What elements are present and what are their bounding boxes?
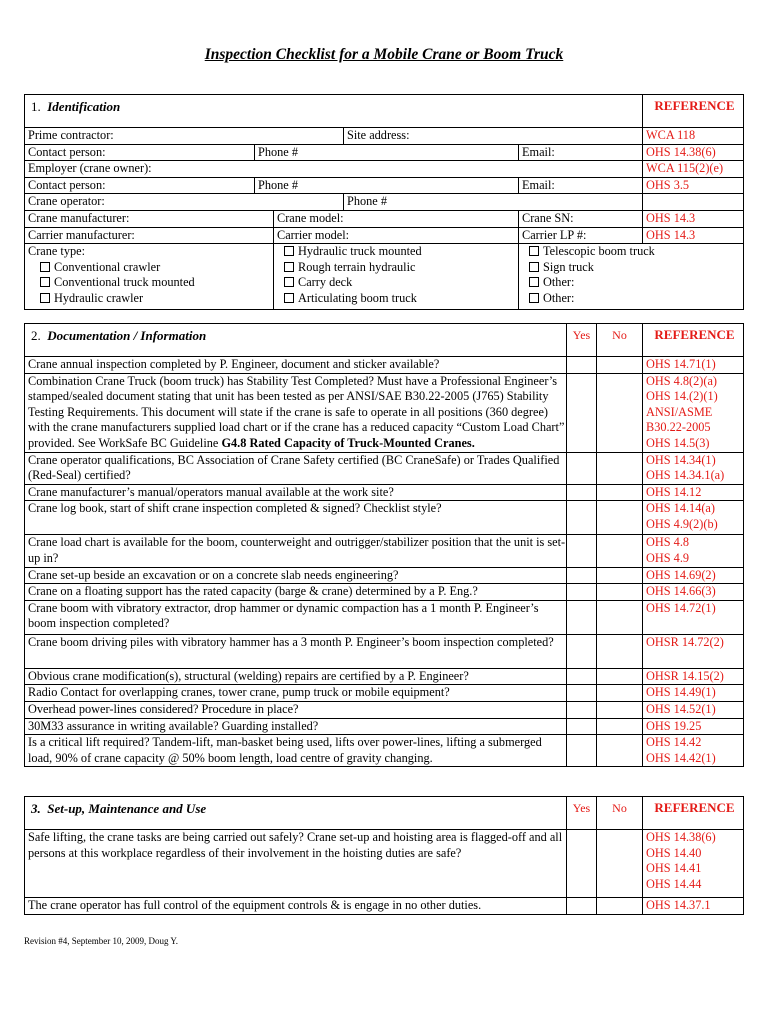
yes-checkbox-cell[interactable] (567, 567, 597, 584)
yes-header: Yes (567, 324, 597, 357)
no-header: No (597, 324, 643, 357)
reference-code: OHS 14.38(6) (646, 830, 716, 844)
document-title: Inspection Checklist for a Mobile Crane or Boom Truck (204, 46, 564, 63)
no-checkbox-cell[interactable] (597, 584, 643, 601)
guideline-reference: G4.8 Rated Capacity of Truck-Mounted Cranes. (221, 435, 475, 450)
reference-code: OHS 14.72(1) (646, 600, 716, 615)
checkbox-icon (529, 293, 539, 303)
yes-checkbox-cell[interactable] (567, 373, 597, 452)
checkbox-conventional-crawler[interactable]: Conventional crawler (28, 260, 273, 276)
section-3-heading: 3. Set-up, Maintenance and Use (25, 797, 567, 830)
question-text: Crane annual inspection completed by P. Engineer, document and sticker available? (25, 357, 567, 374)
crane-type-col-3 (519, 244, 744, 310)
documentation-row (25, 600, 744, 634)
reference-code: OHS 4.9(2)(b) (646, 516, 718, 531)
no-checkbox-cell[interactable] (597, 830, 643, 898)
setup-row (25, 898, 744, 915)
reference-code: OHS 14.66(3) (646, 584, 716, 599)
ref-wca-115: WCA 115(2)(e) (643, 161, 744, 178)
no-checkbox-cell[interactable] (597, 373, 643, 452)
reference-code: OHS 14.40 (646, 845, 702, 860)
contact-person-label: Contact person: (25, 144, 255, 161)
question-text: Crane log book, start of shift crane inspection completed & signed? Checklist style? (25, 501, 567, 535)
documentation-row (25, 501, 744, 535)
employer-label: Employer (crane owner): (25, 161, 643, 178)
checkbox-icon (284, 277, 294, 287)
section-2-heading: 2. Documentation / Information (25, 324, 567, 357)
reference-code: OHS 14.14(a) (646, 501, 715, 516)
no-checkbox-cell[interactable] (597, 501, 643, 535)
reference-cell (643, 898, 744, 915)
question-text: Crane on a floating support has the rated capacity (barge & crane) determined by a P. Eng.? (25, 584, 567, 601)
question-text: Crane manufacturer’s manual/operators manual available at the work site? (25, 484, 567, 501)
reference-header: REFERENCE (643, 95, 744, 128)
setup-row (25, 830, 744, 898)
question-text: Crane load chart is available for the boom, counterweight and outrigger/stabilizer position that the unit is set-up in? (25, 535, 567, 567)
reference-cell (643, 668, 744, 685)
reference-code: OHS 14.34(1) (646, 452, 716, 467)
no-checkbox-cell[interactable] (597, 898, 643, 915)
reference-cell (643, 735, 744, 767)
contact-person-label-2: Contact person: (25, 177, 255, 194)
documentation-row (25, 685, 744, 702)
yes-checkbox-cell[interactable] (567, 535, 597, 567)
documentation-row (25, 535, 744, 567)
ref-ohs-3-5: OHS 3.5 (643, 177, 744, 194)
email-label: Email: (519, 144, 643, 161)
crane-operator-label: Crane operator: (25, 194, 344, 211)
documentation-row (25, 668, 744, 685)
reference-code: OHS 14.42 (646, 735, 702, 750)
checkbox-icon (40, 293, 50, 303)
no-checkbox-cell[interactable] (597, 668, 643, 685)
yes-header-3: Yes (567, 797, 597, 830)
checkbox-hydraulic-crawler[interactable]: Hydraulic crawler (28, 291, 273, 307)
checkbox-icon (284, 293, 294, 303)
checkbox-hydraulic-truck-mounted[interactable]: Hydraulic truck mounted (284, 244, 518, 260)
checkbox-conventional-truck-mounted[interactable]: Conventional truck mounted (28, 275, 273, 291)
no-checkbox-cell[interactable] (597, 484, 643, 501)
checkbox-icon (529, 246, 539, 256)
yes-checkbox-cell[interactable] (567, 357, 597, 374)
reference-code: OHS 14.(2)(1) (646, 389, 718, 404)
phone-label-2: Phone # (255, 177, 519, 194)
reference-code: OHS 4.9 (646, 550, 690, 565)
question-text: Combination Crane Truck (boom truck) has Stability Test Completed? Must have a Professional Engineer’s stamped/sealed document stating that unit has been tested as per ANSI/SAE B30.22-2005 (J765) Stability Testing Requirements. This document will state if the crane is safe to operate in all positions (360 degree) with the crane manufacturers supplied load chart or if the crane has a reduced capacity “Custom Load Chart” provided. See WorkSafe BC Guideline G4.8 Rated Capacity of Truck-Mounted Cranes. (25, 373, 567, 452)
checkbox-icon (529, 262, 539, 272)
no-header-3: No (597, 797, 643, 830)
reference-cell (643, 484, 744, 501)
yes-checkbox-cell[interactable] (567, 600, 597, 634)
checkbox-sign-truck[interactable]: Sign truck (529, 260, 743, 276)
ref-blank-1 (643, 194, 744, 211)
question-text: Crane boom driving piles with vibratory hammer has a 3 month P. Engineer’s boom inspection completed? (25, 634, 567, 668)
reference-code: ANSI/ASME (646, 404, 713, 419)
checkbox-icon (40, 262, 50, 272)
reference-cell (643, 718, 744, 735)
no-checkbox-cell[interactable] (597, 718, 643, 735)
reference-code: OHS 14.52(1) (646, 701, 716, 716)
reference-cell (643, 567, 744, 584)
documentation-row (25, 735, 744, 767)
no-checkbox-cell[interactable] (597, 685, 643, 702)
question-text: Overhead power-lines considered? Procedure in place? (25, 701, 567, 718)
reference-cell (643, 452, 744, 484)
yes-checkbox-cell[interactable] (567, 898, 597, 915)
question-text: The crane operator has full control of the equipment controls & is engage in no other duties. (25, 898, 567, 915)
no-checkbox-cell[interactable] (597, 357, 643, 374)
documentation-row (25, 373, 744, 452)
reference-cell (643, 501, 744, 535)
reference-code: OHS 19.25 (646, 718, 702, 733)
no-checkbox-cell[interactable] (597, 567, 643, 584)
checkbox-other-1[interactable]: Other: (529, 275, 743, 291)
documentation-row (25, 634, 744, 668)
question-text: Radio Contact for overlapping cranes, tower crane, pump truck or mobile equipment? (25, 685, 567, 702)
checkbox-carry-deck[interactable]: Carry deck (284, 275, 518, 291)
documentation-row (25, 357, 744, 374)
yes-checkbox-cell[interactable] (567, 584, 597, 601)
reference-cell (643, 373, 744, 452)
reference-cell (643, 685, 744, 702)
question-text: Crane set-up beside an excavation or on a concrete slab needs engineering? (25, 567, 567, 584)
checkbox-telescopic-boom-truck[interactable]: Telescopic boom truck (529, 244, 743, 260)
reference-cell (643, 830, 744, 898)
reference-code: OHS 4.8(2)(a) (646, 373, 718, 388)
checkbox-icon (529, 277, 539, 287)
reference-cell (643, 584, 744, 601)
ref-wca-118: WCA 118 (643, 128, 744, 145)
checkbox-rough-terrain-hydraulic[interactable]: Rough terrain hydraulic (284, 260, 518, 276)
reference-cell (643, 535, 744, 567)
question-text: Safe lifting, the crane tasks are being carried out safely? Crane set-up and hoisting area is flagged-off and all persons at this workplace regardless of their involvement in the hoisting duties are safe? (25, 830, 567, 898)
reference-code: OHS 14.12 (646, 484, 702, 499)
crane-type-col-2 (274, 244, 519, 310)
yes-checkbox-cell[interactable] (567, 668, 597, 685)
carrier-manufacturer-label: Carrier manufacturer: (25, 227, 274, 244)
identification-table (24, 94, 744, 310)
setup-table (24, 796, 744, 915)
reference-cell (643, 634, 744, 668)
documentation-row (25, 567, 744, 584)
yes-checkbox-cell[interactable] (567, 452, 597, 484)
reference-cell (643, 701, 744, 718)
reference-code: OHSR 14.72(2) (646, 634, 724, 649)
documentation-row (25, 452, 744, 484)
no-checkbox-cell[interactable] (597, 701, 643, 718)
phone-label: Phone # (255, 144, 519, 161)
question-text: Obvious crane modification(s), structural (welding) repairs are certified by a P. Engineer? (25, 668, 567, 685)
ref-ohs-14-3-b: OHS 14.3 (643, 227, 744, 244)
yes-checkbox-cell[interactable] (567, 484, 597, 501)
reference-code: OHS 14.41 (646, 861, 702, 876)
documentation-row (25, 484, 744, 501)
prime-contractor-label: Prime contractor: (25, 128, 344, 145)
crane-type-label: Crane type: (28, 244, 86, 259)
reference-code: OHS 4.8 (646, 535, 690, 550)
reference-header-2: REFERENCE (643, 324, 744, 357)
site-address-label: Site address: (344, 128, 643, 145)
no-checkbox-cell[interactable] (597, 735, 643, 767)
crane-manufacturer-label: Crane manufacturer: (25, 210, 274, 227)
crane-model-label: Crane model: (274, 210, 519, 227)
yes-checkbox-cell[interactable] (567, 718, 597, 735)
no-checkbox-cell[interactable] (597, 452, 643, 484)
checkbox-icon (284, 262, 294, 272)
reference-cell (643, 357, 744, 374)
reference-code: OHSR 14.15(2) (646, 668, 724, 683)
reference-code: OHS 14.49(1) (646, 685, 716, 700)
checkbox-other-2[interactable]: Other: (529, 291, 743, 307)
ref-ohs-14-38-6: OHS 14.38(6) (643, 144, 744, 161)
crane-sn-label: Crane SN: (519, 210, 643, 227)
reference-code: OHS 14.5(3) (646, 435, 710, 450)
reference-header-3: REFERENCE (643, 797, 744, 830)
no-checkbox-cell[interactable] (597, 634, 643, 668)
carrier-model-label: Carrier model: (274, 227, 519, 244)
checkbox-articulating-boom-truck[interactable]: Articulating boom truck (284, 291, 518, 307)
carrier-lp-label: Carrier LP #: (519, 227, 643, 244)
yes-checkbox-cell[interactable] (567, 685, 597, 702)
documentation-row (25, 701, 744, 718)
no-checkbox-cell[interactable] (597, 535, 643, 567)
yes-checkbox-cell[interactable] (567, 701, 597, 718)
checkbox-icon (284, 246, 294, 256)
question-text: Is a critical lift required? Tandem-lift, man-basket being used, lifts over power-lines, lifting a submerged load, 90% of crane capacity @ 50% boom length, load centre of gravity changing. (25, 735, 567, 767)
yes-checkbox-cell[interactable] (567, 501, 597, 535)
crane-type-col-1 (25, 244, 274, 310)
email-label-2: Email: (519, 177, 643, 194)
section-1-heading: 1. Identification (25, 95, 643, 128)
documentation-row (25, 584, 744, 601)
reference-code: OHS 14.71(1) (646, 357, 716, 371)
yes-checkbox-cell[interactable] (567, 830, 597, 898)
reference-code: B30.22-2005 (646, 420, 711, 435)
operator-phone-label: Phone # (344, 194, 643, 211)
reference-code: OHS 14.69(2) (646, 567, 716, 582)
question-text: 30M33 assurance in writing available? Guarding installed? (25, 718, 567, 735)
revision-footer: Revision #4, September 10, 2009, Doug Y. (24, 936, 178, 946)
ref-ohs-14-3-a: OHS 14.3 (643, 210, 744, 227)
checkbox-icon (40, 277, 50, 287)
documentation-table (24, 323, 744, 767)
reference-code: OHS 14.44 (646, 876, 702, 891)
documentation-row (25, 718, 744, 735)
reference-cell (643, 600, 744, 634)
yes-checkbox-cell[interactable] (567, 634, 597, 668)
reference-code: OHS 14.42(1) (646, 750, 716, 765)
question-text: Crane boom with vibratory extractor, drop hammer or dynamic compaction has a 1 month P. Engineer’s boom inspection completed? (25, 600, 567, 634)
yes-checkbox-cell[interactable] (567, 735, 597, 767)
no-checkbox-cell[interactable] (597, 600, 643, 634)
reference-code: OHS 14.34.1(a) (646, 468, 725, 483)
question-text: Crane operator qualifications, BC Association of Crane Safety certified (BC CraneSafe) or Trades Qualified (Red-Seal) certified? (25, 452, 567, 484)
reference-code: OHS 14.37.1 (646, 898, 711, 912)
